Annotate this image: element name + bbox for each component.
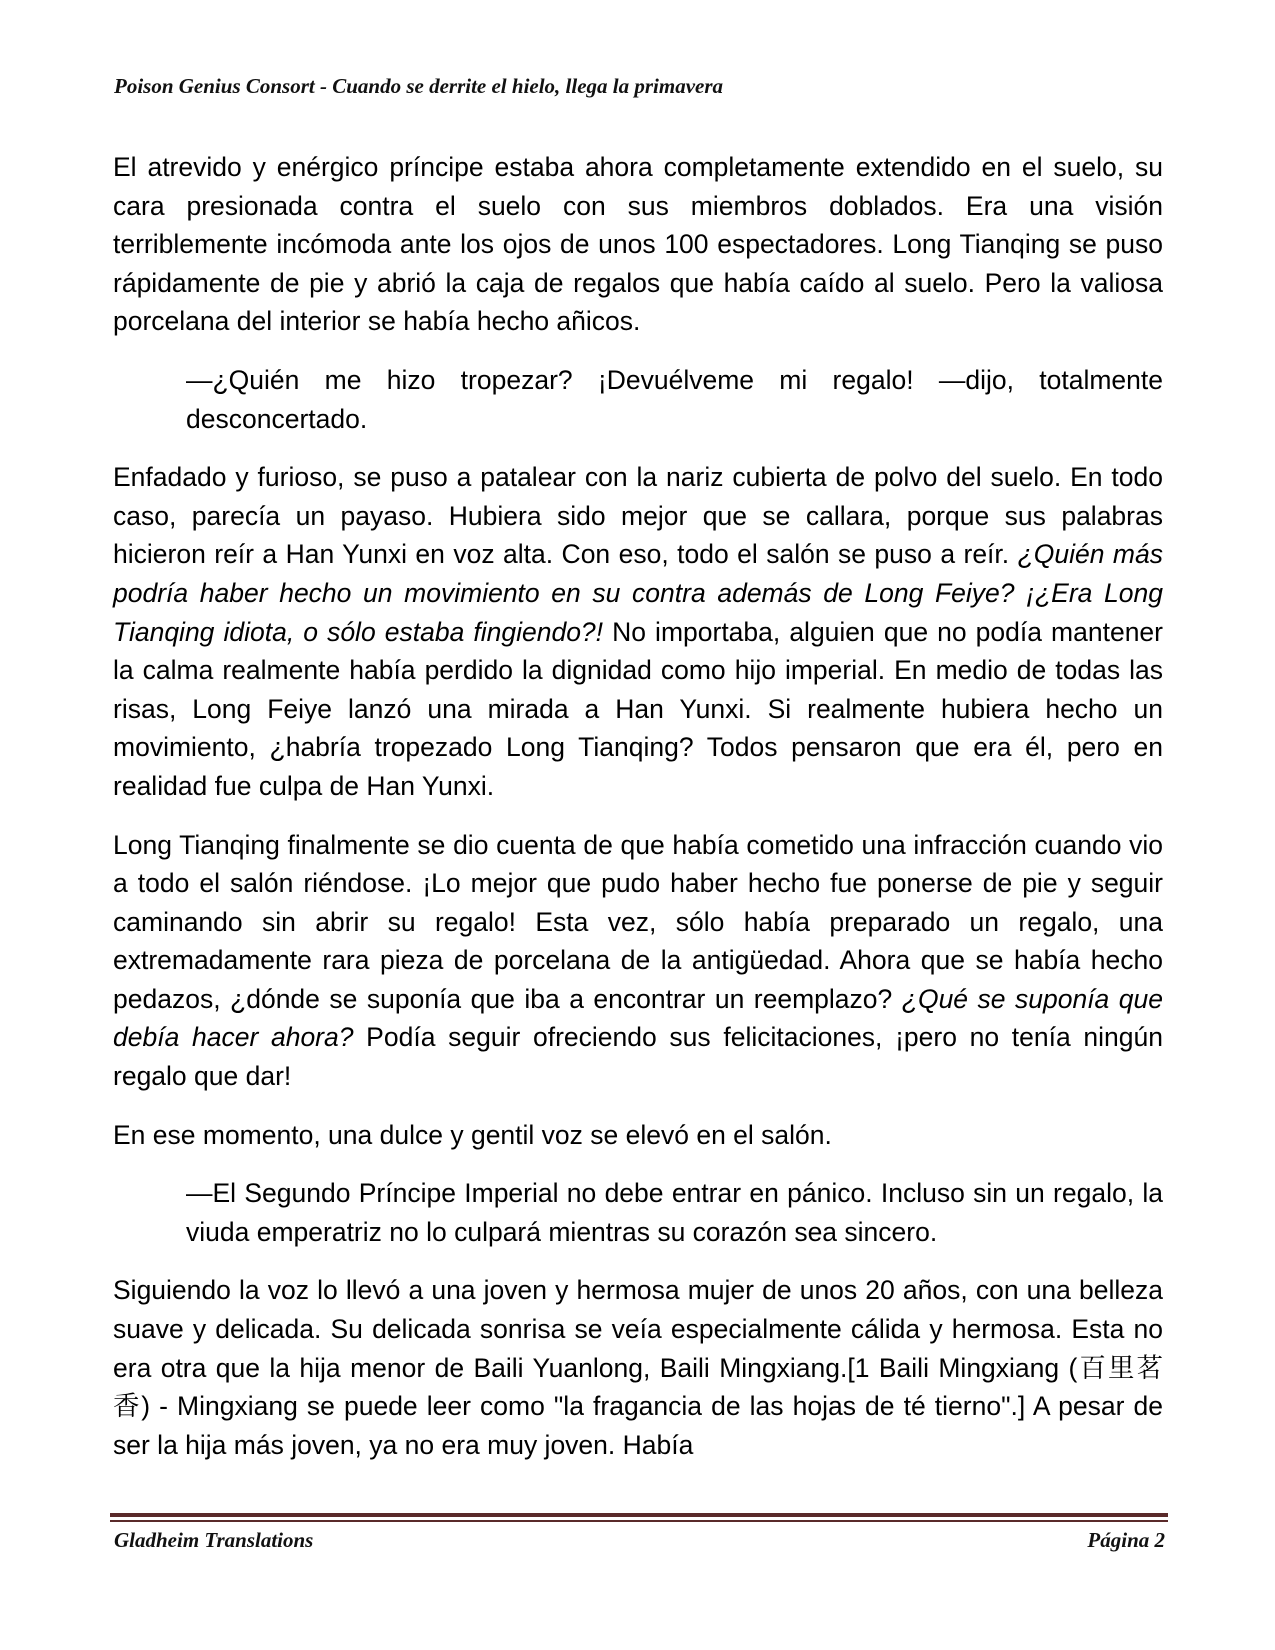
text-run: Long Tianqing finalmente se dio cuenta de que había cometido una infracción cuando vio a todo el salón riéndose. ¡Lo mejor que pudo haber hecho fue ponerse de pie y seguir caminando sin abrir su regalo! Esta vez, sólo había preparado un regalo, una extremadamente rara pieza de porcelana de la antigüedad. Ahora que se había hecho pedazos, ¿dónde se suponía que iba a encontrar un reemplazo?	[113, 829, 1163, 1014]
body-paragraph	[113, 1116, 1163, 1155]
italic-text-run: ¿Quién más podría haber hecho un movimiento en su contra además de Long Feiye? ¡¿Era Long Tianqing idiota, o sólo estaba fingiendo?!	[113, 539, 1163, 647]
document-body	[113, 148, 1163, 1484]
body-paragraph	[113, 1271, 1163, 1464]
text-run: —¿Quién me hizo tropezar? ¡Devuélveme mi regalo! —dijo, totalmente desconcertado.	[186, 364, 1163, 434]
text-run: No importaba, alguien que no podía mantener la calma realmente había perdido la dignidad como hijo imperial. En medio de todas las risas, Long Feiye lanzó una mirada a Han Yunxi. Si realmente hubiera hecho un movimiento, ¿habría tropezado Long Tianqing? Todos pensaron que era él, pero en realidad fue culpa de Han Yunxi.	[113, 616, 1163, 801]
text-run: Siguiendo la voz lo llevó a una joven y hermosa mujer de unos 20 años, con una belleza suave y delicada. Su delicada sonrisa se veía especialmente cálida y hermosa. Esta no era otra que la hija menor de Baili Yuanlong, Baili Mingxiang.[1 Baili Mingxiang (百里茗香) - Mingxiang se puede leer como "la fragancia de las hojas de té tierno".] A pesar de ser la hija más joven, ya no era muy joven. Había	[113, 1275, 1163, 1460]
italic-text-run: ¿Qué se suponía que debía hacer ahora?	[113, 983, 1163, 1053]
body-paragraph	[113, 458, 1163, 805]
page-number: Página 2	[1087, 1528, 1165, 1552]
page-header: Poison Genius Consort - Cuando se derrite el hielo, llega la primavera	[114, 74, 724, 98]
text-run: Podía seguir ofreciendo sus felicitaciones, ¡pero no tenía ningún regalo que dar!	[113, 1022, 1164, 1092]
text-run: —El Segundo Príncipe Imperial no debe entrar en pánico. Incluso sin un regalo, la viuda emperatriz no lo culpará mientras su corazón sea sincero.	[186, 1178, 1163, 1247]
text-run: Enfadado y furioso, se puso a patalear con la nariz cubierta de polvo del suelo. En todo caso, parecía un payaso. Hubiera sido mejor que se callara, porque sus palabras hicieron reír a Han Yunxi en voz alta. Con eso, todo el salón se puso a reír.	[113, 462, 1163, 570]
footer-publisher: Gladheim Translations	[114, 1528, 314, 1552]
text-run: En ese momento, una dulce y gentil voz se elevó en el salón.	[113, 1119, 832, 1150]
footer-divider-thin	[110, 1520, 1168, 1522]
text-run: El atrevido y enérgico príncipe estaba ahora completamente extendido en el suelo, su cara presionada contra el suelo con sus miembros doblados. Era una visión terriblemente incómoda ante los ojos de unos 100 espectadores. Long Tianqing se puso rápidamente de pie y abrió la caja de regalos que había caído al suelo. Pero la valiosa porcelana del interior se había hecho añicos.	[113, 152, 1163, 337]
body-paragraph	[113, 826, 1163, 1096]
body-paragraph	[113, 148, 1163, 341]
footer-divider	[110, 1513, 1168, 1517]
dialogue-paragraph	[186, 361, 1163, 438]
dialogue-paragraph	[186, 1174, 1163, 1251]
